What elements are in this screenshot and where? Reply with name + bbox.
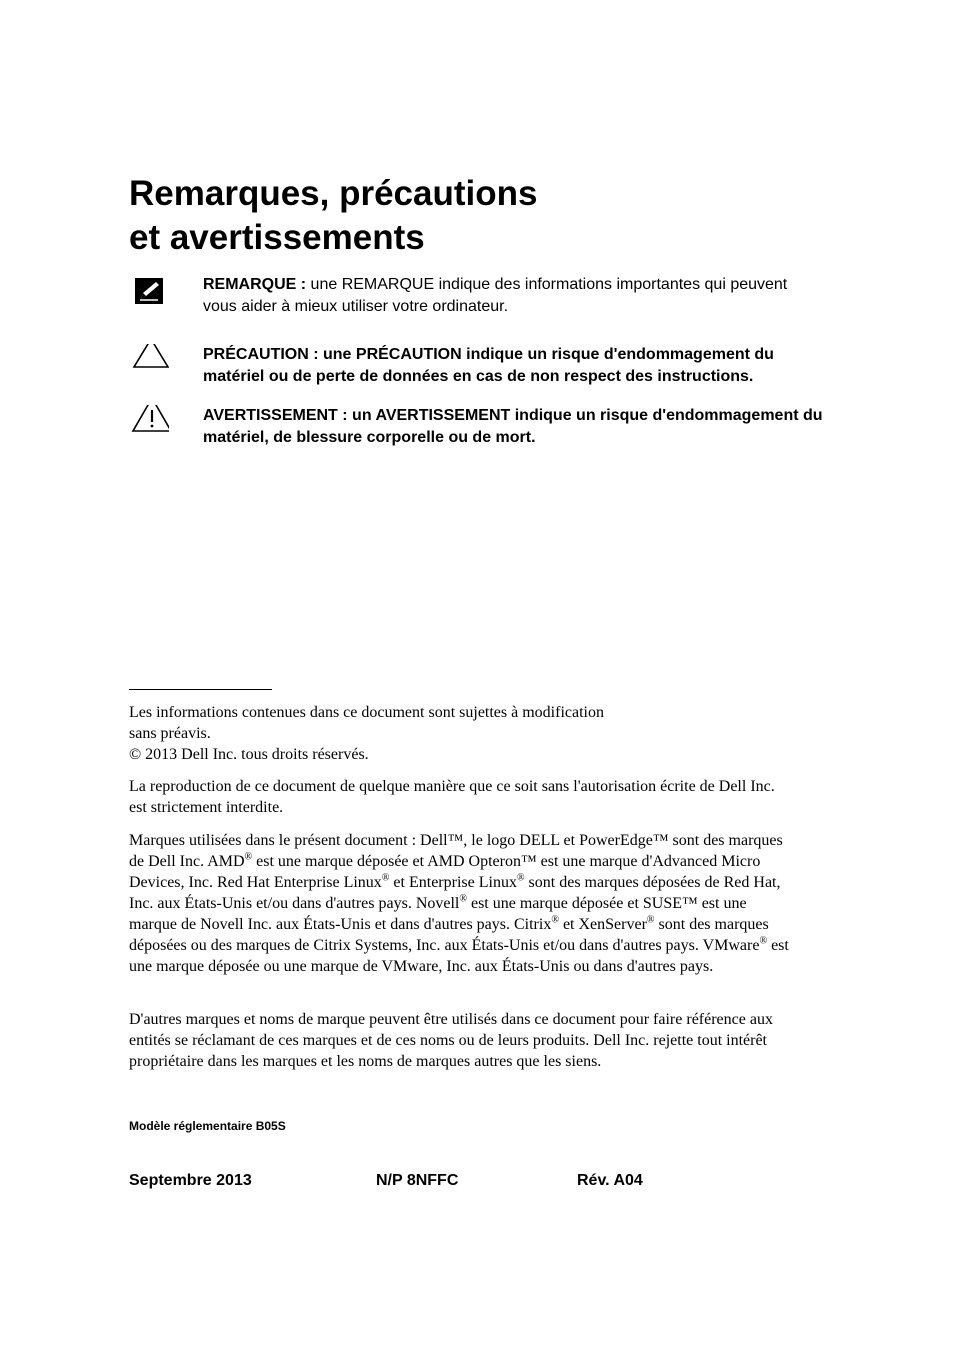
registered-mark: ® [646, 914, 655, 926]
registered-mark: ® [459, 893, 467, 905]
tm-part: sont des marques déposées ou des marques de Citrix Systems, Inc. aux États-Unis et/ou dans d'autres pays. VMware [129, 916, 769, 954]
registered-mark: ® [516, 872, 525, 884]
registered-mark: ® [244, 851, 253, 863]
tm-part: est une marque déposée et AMD Opteron™ est une marque d'Advanced Micro Devices, Inc. Red Hat Enterprise Linux [129, 853, 761, 891]
precaution-text: PRÉCAUTION : une PRÉCAUTION indique un risque d'endommagement du matériel ou de perte de données en cas de non respect des instructions. [203, 346, 774, 385]
tm-part: est une marque déposée et SUSE™ est une marque de Novell Inc. aux États-Unis et dans d'autres pays. Citrix [129, 895, 747, 933]
title-line-2: et avertissements [129, 218, 425, 257]
copyright: © 2013 Dell Inc. tous droits réservés. [129, 746, 369, 763]
remarque-text [203, 274, 823, 318]
trademarks-text [129, 830, 793, 977]
footer-part-number: N/P 8NFFC [376, 1172, 459, 1189]
tm-part: et Enterprise Linux [389, 874, 517, 891]
trademarks-paragraph [129, 830, 793, 977]
notice-line-2: sans préavis. [129, 725, 211, 742]
tm-part: sont des marques déposées de Red Hat, Inc. aux États-Unis et/ou dans d'autres pays. Novell [129, 874, 781, 912]
tm-part: est une marque déposée ou une marque de VMware, Inc. aux États-Unis ou dans d'autres pays. [129, 937, 789, 975]
footer-revision: Rév. A04 [577, 1172, 643, 1189]
divider [129, 689, 272, 690]
registered-mark: ® [759, 935, 768, 947]
remarque-label: REMARQUE : [203, 276, 307, 293]
title-line-1: Remarques, précautions [129, 174, 538, 213]
tm-part: et XenServer [558, 916, 647, 933]
caution-triangle-icon [129, 344, 169, 378]
remarque-body: une REMARQUE indique des informations importantes qui peuvent vous aider à mieux utiliser votre ordinateur. [203, 276, 788, 315]
reproduction-paragraph [129, 776, 789, 818]
registered-mark: ® [381, 872, 390, 884]
other-marks-paragraph [129, 1009, 779, 1072]
tm-part: Marques utilisées dans le présent document : Dell™, le logo DELL et PowerEdge™ sont des marques de Dell Inc. AMD [129, 832, 783, 870]
regulatory-model: Modèle réglementaire B05S [129, 1119, 286, 1133]
page-title [129, 172, 537, 260]
registered-mark: ® [551, 914, 559, 926]
pencil-note-icon [129, 274, 169, 308]
warning-exclamation-icon [129, 405, 169, 439]
legal-notice [129, 702, 799, 765]
avertissement-text: AVERTISSEMENT : un AVERTISSEMENT indique un risque d'endommagement du matériel, de blessure corporelle ou de mort. [203, 407, 823, 446]
other-marks-text: D'autres marques et noms de marque peuvent être utilisés dans ce document pour faire référence aux entités se réclamant de ces marques et de ces noms ou de leurs produits. Dell Inc. rejette tout intérêt propriétaire dans les marques et les noms de marques autres que les siens. [129, 1011, 773, 1070]
footer-date: Septembre 2013 [129, 1172, 252, 1189]
notice-line-1: Les informations contenues dans ce document sont sujettes à modification [129, 704, 604, 721]
reproduction-text: La reproduction de ce document de quelque manière que ce soit sans l'autorisation écrite de Dell Inc. est strictement interdite. [129, 778, 775, 816]
